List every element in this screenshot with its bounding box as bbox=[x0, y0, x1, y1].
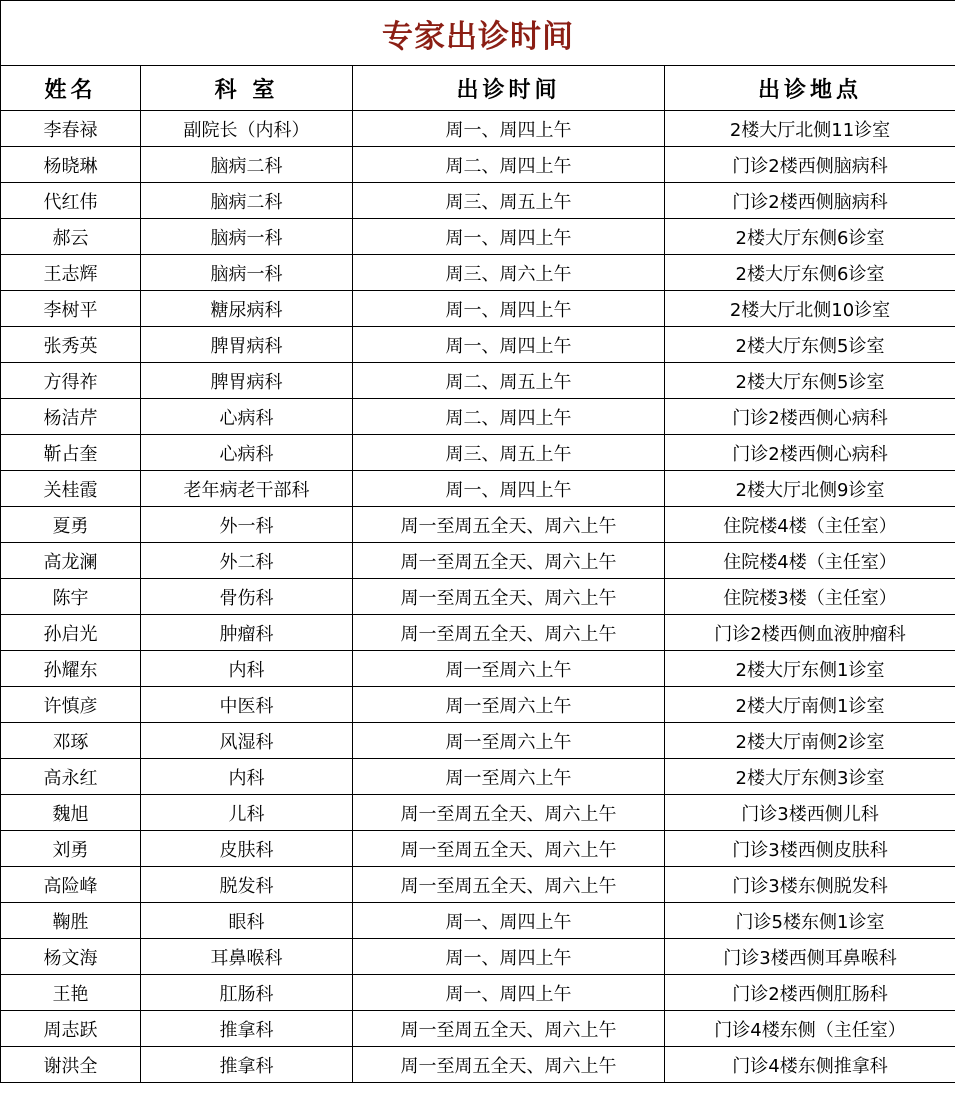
cell-time: 周一至周五全天、周六上午 bbox=[353, 579, 665, 615]
cell-department: 中医科 bbox=[141, 687, 353, 723]
cell-time: 周一、周四上午 bbox=[353, 471, 665, 507]
cell-name: 王志辉 bbox=[1, 255, 141, 291]
cell-time: 周一、周四上午 bbox=[353, 327, 665, 363]
cell-location: 门诊2楼西侧肛肠科 bbox=[665, 975, 955, 1011]
cell-time: 周一至周五全天、周六上午 bbox=[353, 1047, 665, 1083]
table-row bbox=[1, 795, 955, 831]
cell-department: 推拿科 bbox=[141, 1047, 353, 1083]
cell-department: 脑病二科 bbox=[141, 147, 353, 183]
cell-time: 周一至周五全天、周六上午 bbox=[353, 795, 665, 831]
cell-location: 门诊5楼东侧1诊室 bbox=[665, 903, 955, 939]
table-body bbox=[1, 111, 955, 1083]
cell-location: 2楼大厅东侧1诊室 bbox=[665, 651, 955, 687]
cell-location: 2楼大厅南侧1诊室 bbox=[665, 687, 955, 723]
cell-department: 糖尿病科 bbox=[141, 291, 353, 327]
cell-time: 周二、周四上午 bbox=[353, 399, 665, 435]
cell-name: 杨晓琳 bbox=[1, 147, 141, 183]
cell-location: 2楼大厅北侧10诊室 bbox=[665, 291, 955, 327]
cell-location: 住院楼4楼（主任室） bbox=[665, 543, 955, 579]
table-row bbox=[1, 1011, 955, 1047]
cell-name: 张秀英 bbox=[1, 327, 141, 363]
cell-name: 周志跃 bbox=[1, 1011, 141, 1047]
cell-time: 周一至周六上午 bbox=[353, 651, 665, 687]
table-row bbox=[1, 867, 955, 903]
title-row bbox=[1, 1, 955, 66]
cell-name: 王艳 bbox=[1, 975, 141, 1011]
cell-location: 门诊4楼东侧推拿科 bbox=[665, 1047, 955, 1083]
cell-name: 杨洁芹 bbox=[1, 399, 141, 435]
header-location: 出诊地点 bbox=[665, 66, 955, 111]
header-name: 姓名 bbox=[1, 66, 141, 111]
cell-name: 许慎彦 bbox=[1, 687, 141, 723]
cell-location: 门诊2楼西侧心病科 bbox=[665, 435, 955, 471]
cell-department: 脑病一科 bbox=[141, 255, 353, 291]
cell-location: 2楼大厅东侧3诊室 bbox=[665, 759, 955, 795]
cell-department: 眼科 bbox=[141, 903, 353, 939]
cell-time: 周三、周六上午 bbox=[353, 255, 665, 291]
table-row bbox=[1, 579, 955, 615]
cell-department: 耳鼻喉科 bbox=[141, 939, 353, 975]
cell-location: 门诊3楼西侧耳鼻喉科 bbox=[665, 939, 955, 975]
cell-time: 周一至周六上午 bbox=[353, 759, 665, 795]
table-row bbox=[1, 255, 955, 291]
cell-name: 孙启光 bbox=[1, 615, 141, 651]
cell-department: 风湿科 bbox=[141, 723, 353, 759]
cell-location: 2楼大厅东侧5诊室 bbox=[665, 363, 955, 399]
cell-name: 郝云 bbox=[1, 219, 141, 255]
cell-department: 儿科 bbox=[141, 795, 353, 831]
cell-time: 周一、周四上午 bbox=[353, 903, 665, 939]
table-row bbox=[1, 687, 955, 723]
header-department: 科 室 bbox=[141, 66, 353, 111]
table-row bbox=[1, 723, 955, 759]
cell-name: 杨文海 bbox=[1, 939, 141, 975]
table-row bbox=[1, 903, 955, 939]
cell-time: 周一、周四上午 bbox=[353, 939, 665, 975]
cell-time: 周一至周五全天、周六上午 bbox=[353, 543, 665, 579]
cell-location: 门诊4楼东侧（主任室） bbox=[665, 1011, 955, 1047]
cell-time: 周三、周五上午 bbox=[353, 435, 665, 471]
cell-location: 门诊3楼西侧儿科 bbox=[665, 795, 955, 831]
cell-department: 外二科 bbox=[141, 543, 353, 579]
cell-time: 周一至周五全天、周六上午 bbox=[353, 867, 665, 903]
cell-name: 方得祚 bbox=[1, 363, 141, 399]
table-row bbox=[1, 615, 955, 651]
cell-time: 周一至周六上午 bbox=[353, 723, 665, 759]
header-time: 出诊时间 bbox=[353, 66, 665, 111]
cell-department: 推拿科 bbox=[141, 1011, 353, 1047]
cell-department: 心病科 bbox=[141, 399, 353, 435]
cell-time: 周一至周五全天、周六上午 bbox=[353, 1011, 665, 1047]
cell-name: 李树平 bbox=[1, 291, 141, 327]
cell-name: 高永红 bbox=[1, 759, 141, 795]
table-row bbox=[1, 759, 955, 795]
cell-location: 2楼大厅北侧11诊室 bbox=[665, 111, 955, 147]
cell-department: 骨伤科 bbox=[141, 579, 353, 615]
cell-location: 门诊2楼西侧脑病科 bbox=[665, 147, 955, 183]
cell-location: 住院楼3楼（主任室） bbox=[665, 579, 955, 615]
table-row bbox=[1, 543, 955, 579]
table-row bbox=[1, 327, 955, 363]
cell-department: 脑病一科 bbox=[141, 219, 353, 255]
cell-name: 孙耀东 bbox=[1, 651, 141, 687]
table-row bbox=[1, 975, 955, 1011]
cell-department: 外一科 bbox=[141, 507, 353, 543]
cell-location: 2楼大厅东侧6诊室 bbox=[665, 255, 955, 291]
cell-name: 靳占奎 bbox=[1, 435, 141, 471]
cell-time: 周二、周五上午 bbox=[353, 363, 665, 399]
cell-time: 周一、周四上午 bbox=[353, 975, 665, 1011]
table-row bbox=[1, 831, 955, 867]
cell-name: 代红伟 bbox=[1, 183, 141, 219]
cell-location: 门诊3楼西侧皮肤科 bbox=[665, 831, 955, 867]
cell-department: 脾胃病科 bbox=[141, 363, 353, 399]
table-row bbox=[1, 291, 955, 327]
table-row bbox=[1, 111, 955, 147]
cell-location: 2楼大厅东侧6诊室 bbox=[665, 219, 955, 255]
cell-name: 魏旭 bbox=[1, 795, 141, 831]
cell-department: 肿瘤科 bbox=[141, 615, 353, 651]
cell-location: 门诊2楼西侧血液肿瘤科 bbox=[665, 615, 955, 651]
cell-name: 夏勇 bbox=[1, 507, 141, 543]
table-row bbox=[1, 939, 955, 975]
cell-name: 高龙澜 bbox=[1, 543, 141, 579]
table-row bbox=[1, 1047, 955, 1083]
table-row bbox=[1, 399, 955, 435]
cell-department: 皮肤科 bbox=[141, 831, 353, 867]
cell-name: 关桂霞 bbox=[1, 471, 141, 507]
cell-name: 李春禄 bbox=[1, 111, 141, 147]
cell-time: 周一至周五全天、周六上午 bbox=[353, 615, 665, 651]
cell-location: 2楼大厅南侧2诊室 bbox=[665, 723, 955, 759]
cell-name: 高险峰 bbox=[1, 867, 141, 903]
table-row bbox=[1, 507, 955, 543]
cell-name: 陈宇 bbox=[1, 579, 141, 615]
cell-time: 周一、周四上午 bbox=[353, 291, 665, 327]
cell-name: 谢洪全 bbox=[1, 1047, 141, 1083]
cell-location: 门诊3楼东侧脱发科 bbox=[665, 867, 955, 903]
cell-department: 内科 bbox=[141, 651, 353, 687]
cell-time: 周一至周五全天、周六上午 bbox=[353, 831, 665, 867]
table-row bbox=[1, 435, 955, 471]
cell-time: 周一、周四上午 bbox=[353, 219, 665, 255]
cell-department: 脾胃病科 bbox=[141, 327, 353, 363]
cell-location: 住院楼4楼（主任室） bbox=[665, 507, 955, 543]
cell-name: 刘勇 bbox=[1, 831, 141, 867]
cell-location: 门诊2楼西侧心病科 bbox=[665, 399, 955, 435]
cell-department: 脱发科 bbox=[141, 867, 353, 903]
cell-time: 周一至周五全天、周六上午 bbox=[353, 507, 665, 543]
cell-department: 肛肠科 bbox=[141, 975, 353, 1011]
cell-name: 邓琢 bbox=[1, 723, 141, 759]
cell-department: 内科 bbox=[141, 759, 353, 795]
table-row bbox=[1, 219, 955, 255]
cell-location: 2楼大厅北侧9诊室 bbox=[665, 471, 955, 507]
header-row bbox=[1, 66, 955, 111]
cell-location: 2楼大厅东侧5诊室 bbox=[665, 327, 955, 363]
cell-location: 门诊2楼西侧脑病科 bbox=[665, 183, 955, 219]
table-row bbox=[1, 363, 955, 399]
cell-department: 老年病老干部科 bbox=[141, 471, 353, 507]
cell-department: 副院长（内科） bbox=[141, 111, 353, 147]
cell-time: 周三、周五上午 bbox=[353, 183, 665, 219]
cell-name: 鞠胜 bbox=[1, 903, 141, 939]
table-row bbox=[1, 471, 955, 507]
cell-department: 脑病二科 bbox=[141, 183, 353, 219]
cell-department: 心病科 bbox=[141, 435, 353, 471]
table-row bbox=[1, 147, 955, 183]
cell-time: 周二、周四上午 bbox=[353, 147, 665, 183]
table-row bbox=[1, 183, 955, 219]
table-row bbox=[1, 651, 955, 687]
cell-time: 周一至周六上午 bbox=[353, 687, 665, 723]
cell-time: 周一、周四上午 bbox=[353, 111, 665, 147]
table-title: 专家出诊时间 bbox=[1, 1, 955, 66]
